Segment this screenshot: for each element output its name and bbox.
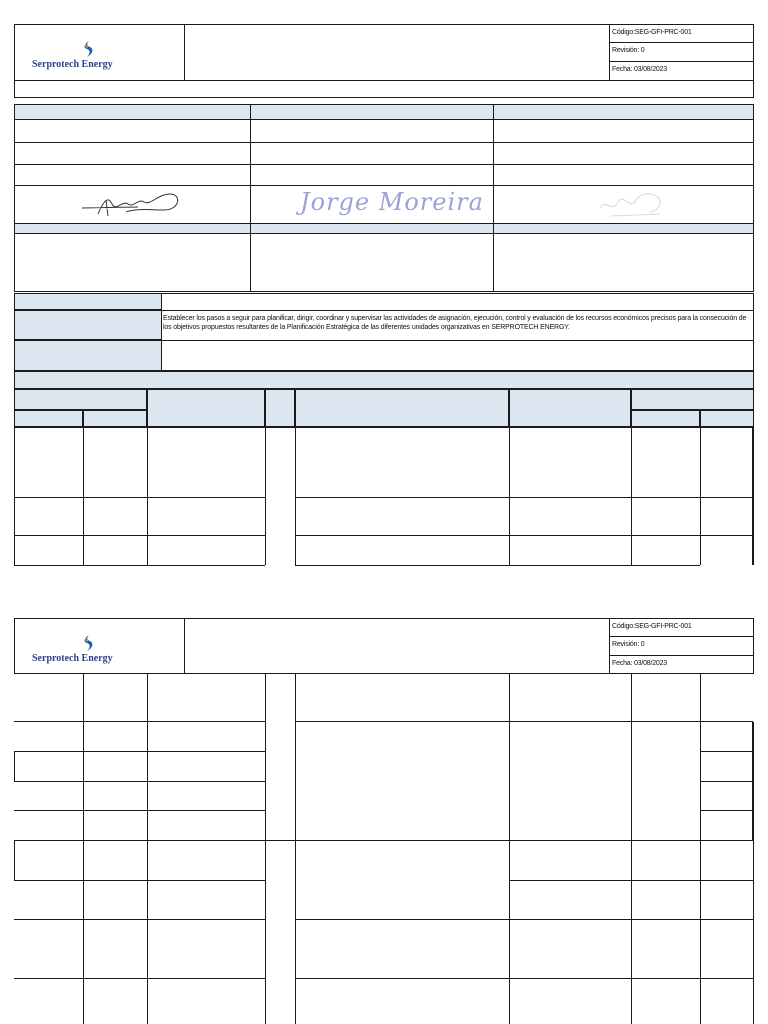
signature-middle: Jorge Moreira (300, 188, 484, 216)
doc-revision: Revisión: 0 (612, 641, 645, 648)
doc-revision: Revisión: 0 (612, 47, 645, 54)
company-logo-page2 (30, 634, 150, 666)
signature-left-icon (78, 186, 188, 222)
company-name: Serprotech Energy (32, 653, 113, 664)
doc-code: Código:SEG-GFI-PRC-001 (612, 29, 692, 36)
objective-text: Establecer los pasos a seguir para planificar, dirigir, coordinar y supervisar las actividades de asignación, ejecución, control y evaluación de los recursos económicos precisos para la consecución de los objetivos propuestos resultantes de la Planificación Estratégica de las diferentes unidades organizativas en SERPROTECH ENERGY. (163, 315, 747, 331)
flame-logo-icon (80, 40, 96, 58)
doc-date: Fecha: 03/08/2023 (612, 66, 667, 73)
company-logo (30, 40, 150, 72)
doc-code: Código:SEG-GFI-PRC-001 (612, 623, 692, 630)
flame-logo-icon (80, 634, 96, 652)
title-row (14, 80, 754, 98)
company-name: Serprotech Energy (32, 59, 113, 70)
signature-right-icon (590, 186, 680, 222)
doc-date: Fecha: 03/08/2023 (612, 660, 667, 667)
